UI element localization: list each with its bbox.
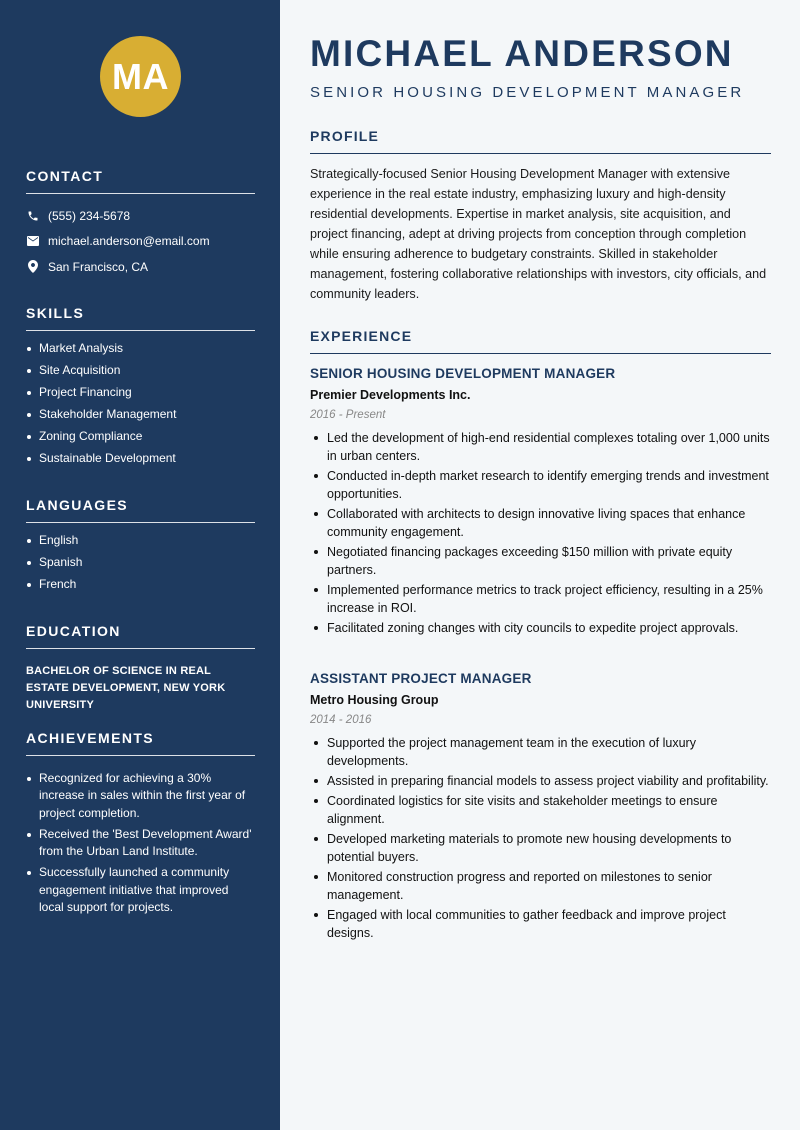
location-text: San Francisco, CA [48, 259, 149, 274]
job-bullet: Facilitated zoning changes with city councils to expedite project approvals. [310, 619, 771, 637]
phone-icon [26, 209, 40, 223]
sidebar [0, 0, 280, 1130]
job-bullet: Conducted in-depth market research to identify emerging trends and investment opportunities. [310, 467, 771, 503]
achievements-heading: ACHIEVEMENTS [26, 730, 255, 756]
profile-heading: PROFILE [310, 128, 771, 154]
experience-section [310, 328, 771, 354]
language-item: Spanish [26, 554, 255, 571]
email-icon [26, 234, 40, 248]
languages-heading: LANGUAGES [26, 497, 255, 523]
achievement-item: Received the 'Best Development Award' from the Urban Land Institute. [26, 826, 255, 861]
job-title: SENIOR HOUSING DEVELOPMENT MANAGER [310, 366, 616, 381]
achievement-item: Successfully launched a community engagement initiative that improved local support for projects. [26, 864, 255, 916]
job-company: Metro Housing Group [310, 693, 439, 707]
skills-heading: SKILLS [26, 305, 255, 331]
contact-heading: CONTACT [26, 168, 255, 194]
job-bullet: Collaborated with architects to design innovative living spaces that enhance community engagement. [310, 505, 771, 541]
skill-item: Site Acquisition [26, 362, 255, 379]
job-bullet: Developed marketing materials to promote new housing developments to potential buyers. [310, 830, 771, 866]
person-name: MICHAEL ANDERSON [310, 33, 734, 74]
job-bullet: Coordinated logistics for site visits and stakeholder meetings to ensure alignment. [310, 792, 771, 828]
job-bullet: Assisted in preparing financial models to assess project viability and profitability. [310, 772, 771, 790]
job-bullet: Supported the project management team in the execution of luxury developments. [310, 734, 771, 770]
job-bullet: Led the development of high-end residential complexes totaling over 1,000 units in urban centers. [310, 429, 771, 465]
contact-location [26, 254, 255, 280]
achievements-section [26, 730, 255, 920]
job-dates: 2016 - Present [310, 409, 386, 421]
job-bullet: Negotiated financing packages exceeding $150 million with private equity partners. [310, 543, 771, 579]
skill-item: Zoning Compliance [26, 428, 255, 445]
email-text: michael.anderson@email.com [48, 234, 210, 249]
avatar: MA [100, 36, 181, 117]
achievement-item: Recognized for achieving a 30% increase in sales within the first year of project completion. [26, 770, 255, 822]
contact-email [26, 229, 255, 255]
job-bullet: Engaged with local communities to gather feedback and improve project designs. [310, 906, 771, 942]
education-heading: EDUCATION [26, 623, 255, 649]
location-pin-icon [26, 260, 40, 274]
skill-item: Sustainable Development [26, 450, 255, 467]
job-bullet: Monitored construction progress and reported on milestones to senior management. [310, 868, 771, 904]
job-entry [310, 366, 771, 639]
language-item: French [26, 576, 255, 593]
languages-section [26, 497, 255, 598]
job-entry [310, 671, 771, 944]
contact-section [26, 168, 255, 280]
job-company: Premier Developments Inc. [310, 388, 471, 402]
experience-heading: EXPERIENCE [310, 328, 771, 354]
contact-phone [26, 203, 255, 229]
language-item: English [26, 532, 255, 549]
skills-section [26, 305, 255, 472]
profile-text: Strategically-focused Senior Housing Development Manager with extensive experience in the real estate industry, emphasizing luxury and high-density residential developments. Expertise in market analysis, site acquisition, and project financing, adept at driving projects from conception through completion while ensuring adherence to budgetary constraints. Skilled in stakeholder management, fostering collaborative relationships with investors, city officials, and community leaders. [310, 167, 767, 301]
skill-item: Stakeholder Management [26, 406, 255, 423]
education-section [26, 623, 255, 714]
skill-item: Market Analysis [26, 340, 255, 357]
job-dates: 2014 - 2016 [310, 714, 372, 726]
profile-section [310, 128, 771, 304]
education-degree: BACHELOR OF SCIENCE IN REAL ESTATE DEVELOPMENT, NEW YORK UNIVERSITY [26, 665, 226, 711]
job-title-header: SENIOR HOUSING DEVELOPMENT MANAGER [310, 84, 745, 101]
job-bullet: Implemented performance metrics to track project efficiency, resulting in a 25% increase in ROI. [310, 581, 771, 617]
phone-text: (555) 234-5678 [48, 208, 131, 223]
job-title: ASSISTANT PROJECT MANAGER [310, 671, 532, 686]
skill-item: Project Financing [26, 384, 255, 401]
